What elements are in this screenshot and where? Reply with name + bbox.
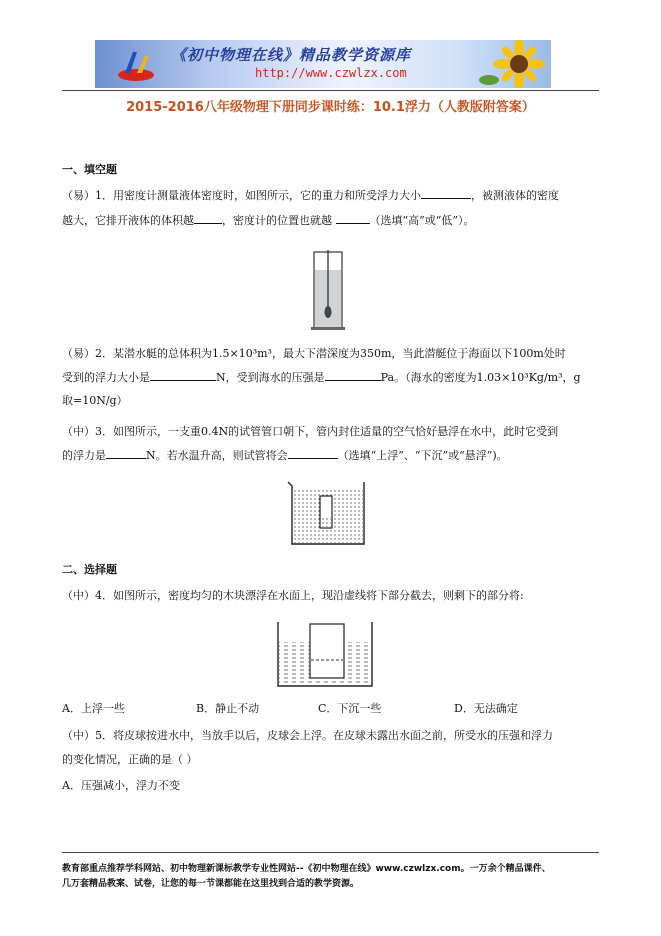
q1-blank-2 (194, 211, 222, 224)
banner-url[interactable]: http://www.czwlzx.com (255, 66, 407, 80)
q3-blank-1 (106, 446, 146, 459)
footer-line-2: 几万套精品教案、试卷，让您的每一节课都能在这里找到合适的教学资源。 (62, 879, 360, 889)
q1-text-c: 越大，它排开液体的体积越 (62, 214, 194, 227)
q4-option-c[interactable]: C．下沉一些 (318, 702, 382, 715)
question-1-line-1 (62, 184, 602, 207)
section-heading-fill-in: 一、填空题 (62, 163, 117, 176)
q1-text-b: ，被测液体的密度 (471, 189, 559, 202)
site-logo-icon (117, 48, 155, 82)
test-tube-beaker-figure (286, 478, 370, 546)
footer-line-1: 教育部重点推荐学科网站、初中物理新课标教学专业性网站--《初中物理在线》www.czwlzx.com。一万余个精品课件、 (62, 864, 551, 874)
q1-blank-3 (336, 211, 370, 224)
question-3-line-2 (62, 444, 602, 467)
q3-blank-2 (288, 446, 338, 459)
question-2-line-1: （易）2．某潜水艇的总体积为1.5×10³m³，最大下潜深度为350m，当此潜艇位于海面以下100m处时 (62, 347, 566, 360)
question-5-line-2: 的变化情况，正确的是（ ） (62, 753, 198, 766)
q3-text-c: （选填“上浮”、“下沉”或“悬浮”)。 (337, 449, 508, 462)
q2-text-c: Pa。（海水的密度为1.03×10³Kg/m³，g (380, 371, 581, 384)
q2-blank-1 (150, 368, 216, 381)
q2-blank-2 (325, 368, 381, 381)
q1-blank-1 (421, 186, 471, 199)
question-1-line-2 (62, 209, 602, 232)
sunflower-icon (479, 40, 549, 88)
question-2-line-3: 取=10N/g） (62, 394, 128, 407)
q1-text-a: （易）1．用密度计测量液体密度时，如图所示，它的重力和所受浮力大小 (62, 189, 421, 202)
q5-option-a[interactable]: A．压强减小，浮力不变 (62, 779, 180, 792)
q1-text-e: （选填“高”或“低”）。 (369, 214, 475, 227)
footer-rule (62, 852, 599, 853)
q1-text-d: ，密度计的位置也就越 (222, 214, 332, 227)
q3-text-a: 的浮力是 (62, 449, 106, 462)
q2-text-b: N，受到海水的压强是 (216, 371, 325, 384)
q4-option-b[interactable]: B．静止不动 (196, 702, 260, 715)
hydrometer-figure (308, 248, 348, 332)
floating-block-figure (276, 620, 374, 688)
section-heading-choice: 二、选择题 (62, 563, 117, 576)
question-4-text: （中）4．如图所示，密度均匀的木块漂浮在水面上，现沿虚线将下部分截去，则剩下的部分将: (62, 589, 524, 602)
header-rule (62, 90, 599, 91)
question-3-line-1: （中）3．如图所示，一支重0.4N的试管管口朝下，管内封住适量的空气恰好悬浮在水中，此时它受到 (62, 425, 559, 438)
header-banner (95, 40, 551, 88)
q4-option-d[interactable]: D．无法确定 (454, 702, 518, 715)
q2-text-a: 受到的浮力大小是 (62, 371, 150, 384)
question-2-line-2 (62, 366, 602, 389)
page-footer (62, 862, 602, 892)
question-5-line-1: （中）5．将皮球按进水中，当放手以后，皮球会上浮。在皮球未露出水面之前，所受水的压强和浮力 (62, 729, 553, 742)
document-title: 2015-2016八年级物理下册同步课时练：10.1浮力（人教版附答案） (126, 100, 535, 115)
banner-title: 《初中物理在线》精品教学资源库 (171, 46, 412, 64)
q3-text-b: N。若水温升高，则试管将会 (146, 449, 288, 462)
q4-option-a[interactable]: A．上浮一些 (62, 702, 125, 715)
